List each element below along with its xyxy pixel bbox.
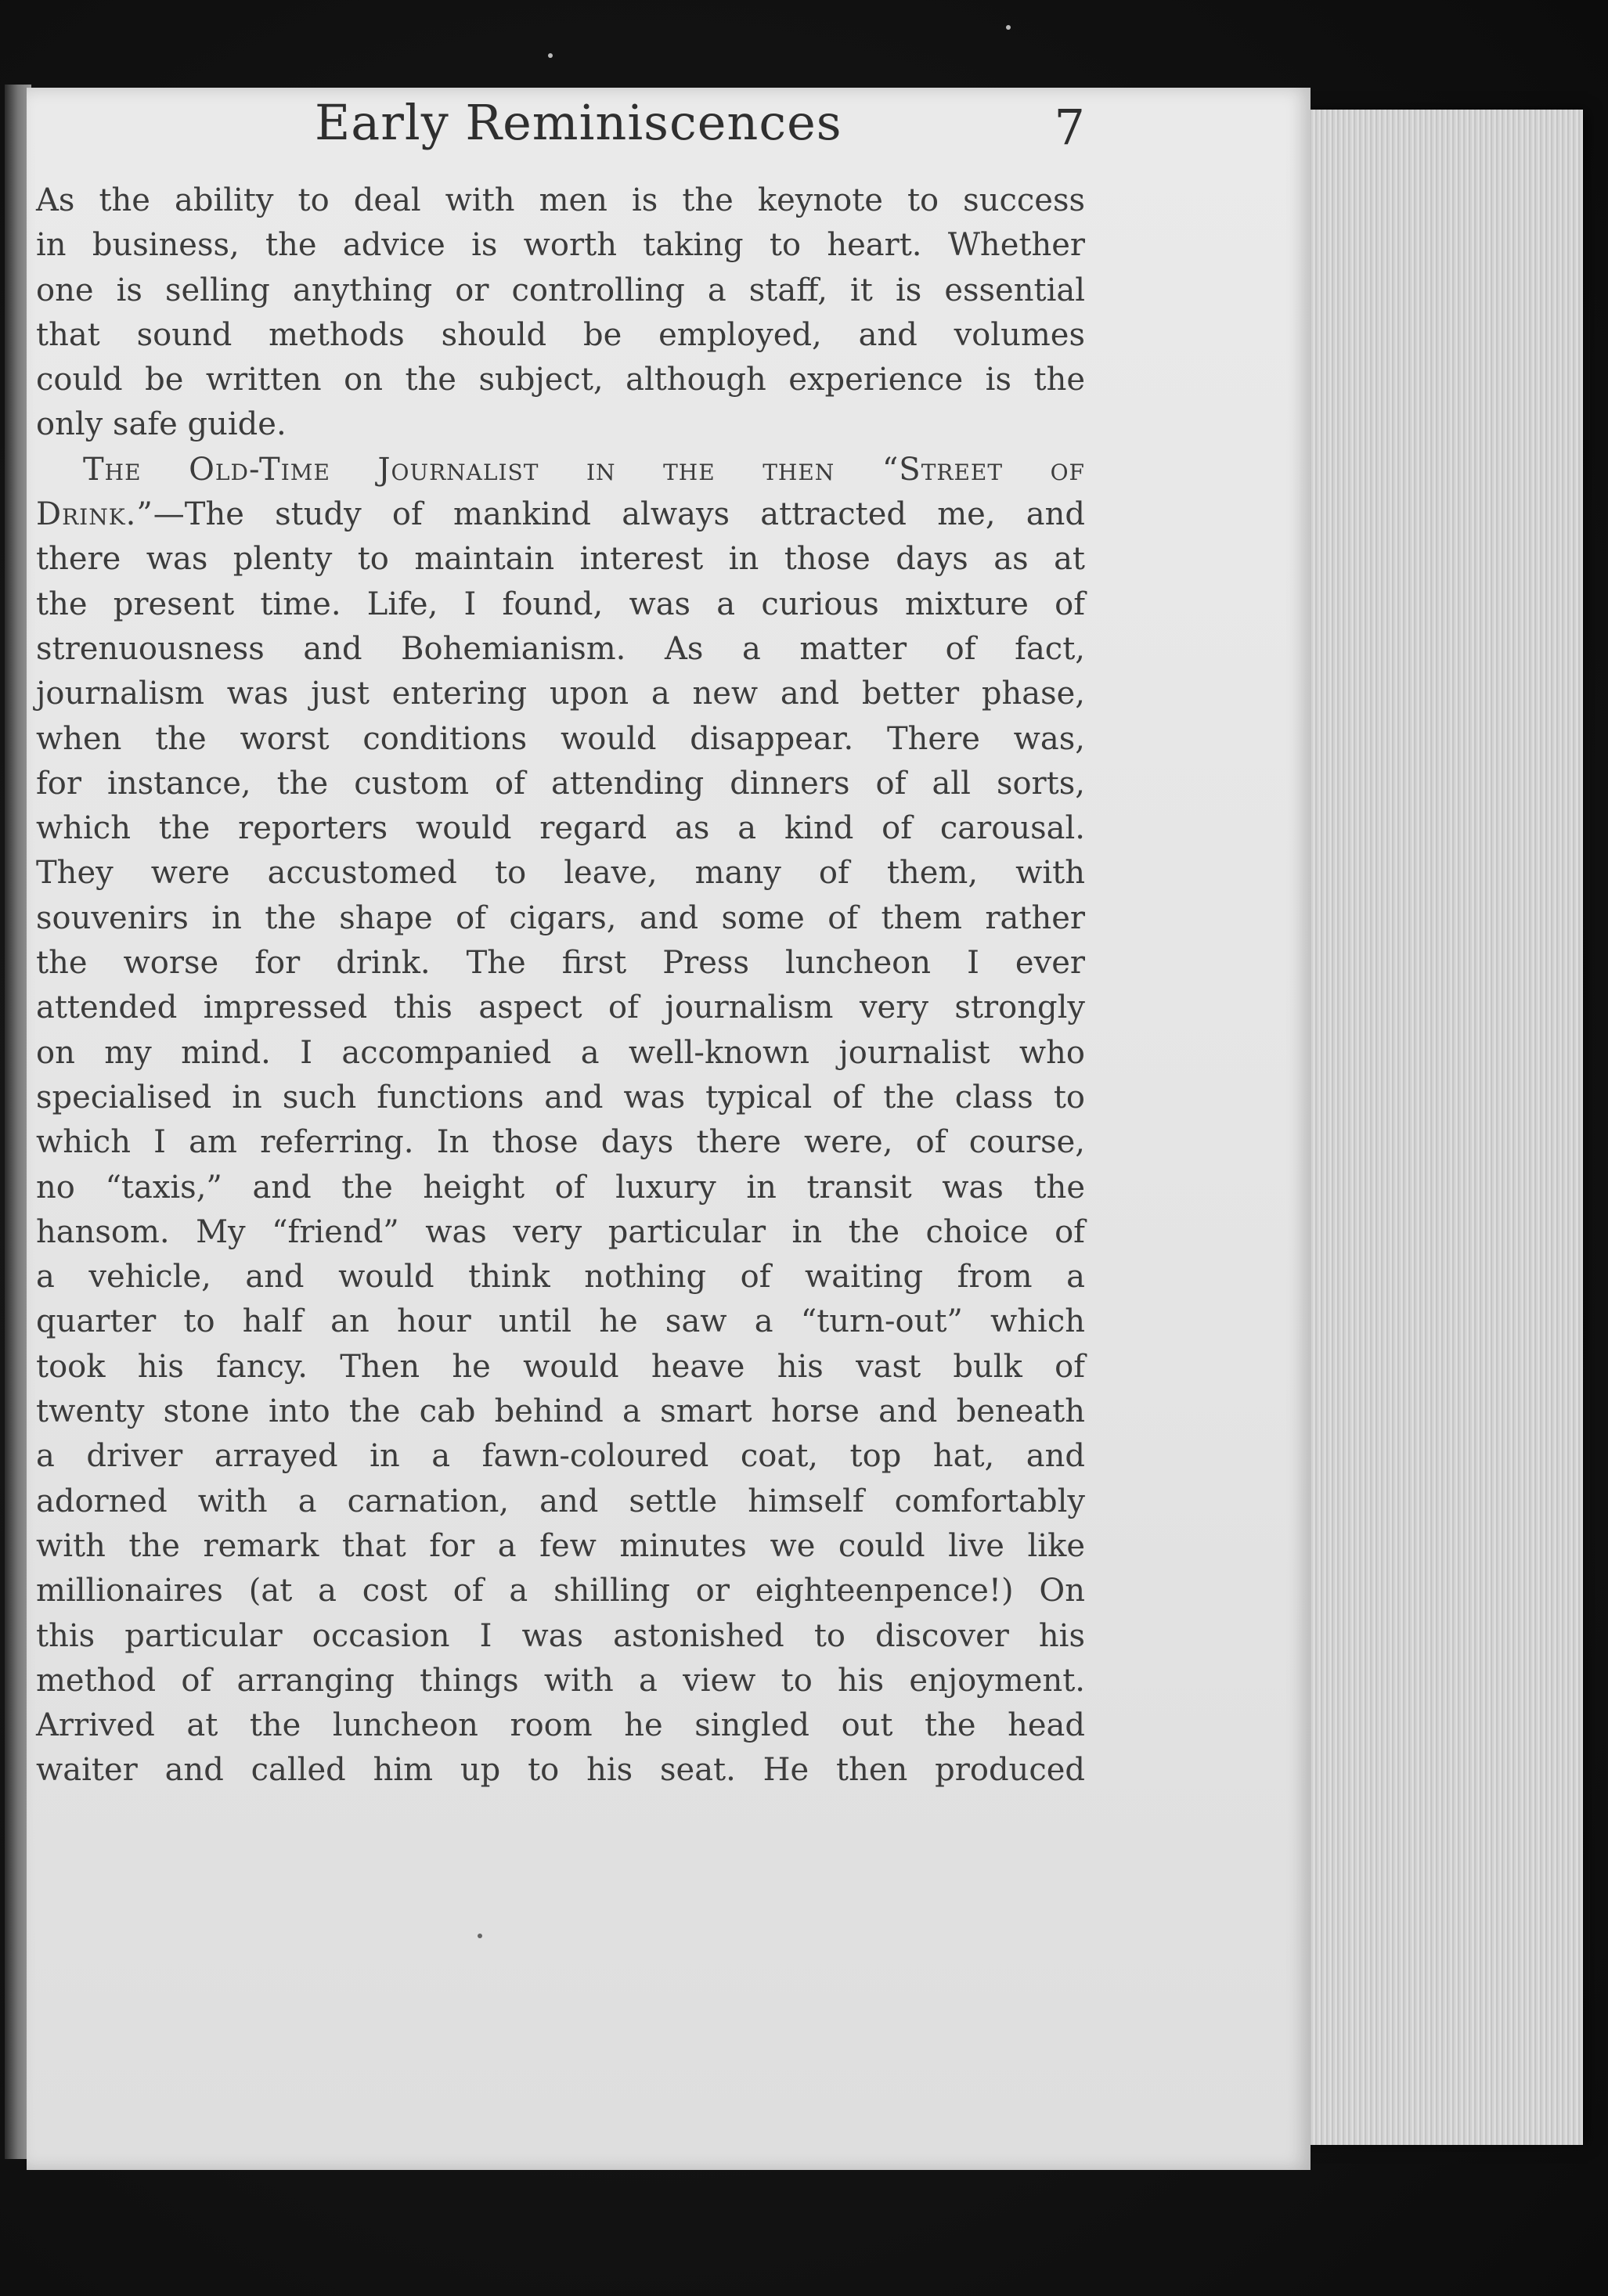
text-line: could be written on the subject, although experience is the <box>36 362 1085 398</box>
body-text <box>36 178 1085 1793</box>
page-number: 7 <box>1054 99 1085 156</box>
dust-speck <box>548 53 553 58</box>
dust-speck <box>478 1934 482 1938</box>
text-line: journalism was just entering upon a new and better phase, <box>36 676 1085 712</box>
text-line: quarter to half an hour until he saw a “turn-out” which <box>36 1303 1085 1340</box>
text-line: millionaires (at a cost of a shilling or eighteenpence!) On <box>36 1573 1085 1609</box>
section-heading-continuation <box>36 492 1085 537</box>
text-line: the worse for drink. The first Press luncheon I ever <box>36 945 1085 982</box>
text-line: took his fancy. Then he would heave his vast bulk of <box>36 1348 1085 1385</box>
section-heading-end: Drink.” <box>36 496 153 533</box>
text-line: no “taxis,” and the height of luxury in transit was the <box>36 1169 1085 1206</box>
text-line: twenty stone into the cab behind a smart horse and beneath <box>36 1393 1085 1430</box>
section-heading-text: The Old-Time Journalist in the then “Street of <box>83 451 1085 488</box>
text-line: souvenirs in the shape of cigars, and some of them rather <box>36 899 1085 936</box>
text-line: strenuousness and Bohemianism. As a matter of fact, <box>36 630 1085 667</box>
text-line: adorned with a carnation, and settle himself comfortably <box>36 1483 1085 1519</box>
text-line: a vehicle, and would think nothing of waiting from a <box>36 1259 1085 1296</box>
text-line: when the worst conditions would disappear. There was, <box>36 720 1085 757</box>
text-line: this particular occasion I was astonished to discover his <box>36 1617 1085 1654</box>
text-line: one is selling anything or controlling a staff, it is essential <box>36 272 1085 308</box>
text-line: which I am referring. In those days there were, of course, <box>36 1124 1085 1161</box>
text-line: which the reporters would regard as a kind of carousal. <box>36 810 1085 847</box>
text-line: only safe guide. <box>36 406 287 443</box>
text-line: there was plenty to maintain interest in those days as at <box>36 541 1085 578</box>
text-line: for instance, the custom of attending dinners of all sorts, <box>36 765 1085 802</box>
text-line: specialised in such functions and was typical of the class to <box>36 1079 1085 1116</box>
text-line: the present time. Life, I found, was a curious mixture of <box>36 586 1085 622</box>
dust-speck <box>1006 25 1011 30</box>
page-edges-stack <box>1300 110 1583 2145</box>
paragraph-start: —The study of mankind always attracted me, and <box>153 496 1085 533</box>
running-head <box>36 94 1085 172</box>
text-line: in business, the advice is worth taking to heart. Whether <box>36 227 1085 264</box>
text-line: a driver arrayed in a fawn-coloured coat, top hat, and <box>36 1438 1085 1475</box>
section-heading <box>36 448 1085 492</box>
text-line: that sound methods should be employed, and volumes <box>36 316 1085 353</box>
text-line: on my mind. I accompanied a well-known journalist who <box>36 1034 1085 1071</box>
text-line: with the remark that for a few minutes we could live like <box>36 1527 1085 1564</box>
running-head-title: Early Reminiscences <box>315 94 842 151</box>
text-line: method of arranging things with a view to his enjoyment. <box>36 1662 1085 1699</box>
text-line: waiter and called him up to his seat. He then produced <box>36 1752 1085 1789</box>
text-line: As the ability to deal with men is the keynote to success <box>36 182 1085 218</box>
text-line: hansom. My “friend” was very particular in the choice of <box>36 1213 1085 1250</box>
text-line: They were accustomed to leave, many of them, with <box>36 855 1085 892</box>
text-line: Arrived at the luncheon room he singled out the head <box>36 1707 1085 1744</box>
text-line: attended impressed this aspect of journalism very strongly <box>36 989 1085 1026</box>
